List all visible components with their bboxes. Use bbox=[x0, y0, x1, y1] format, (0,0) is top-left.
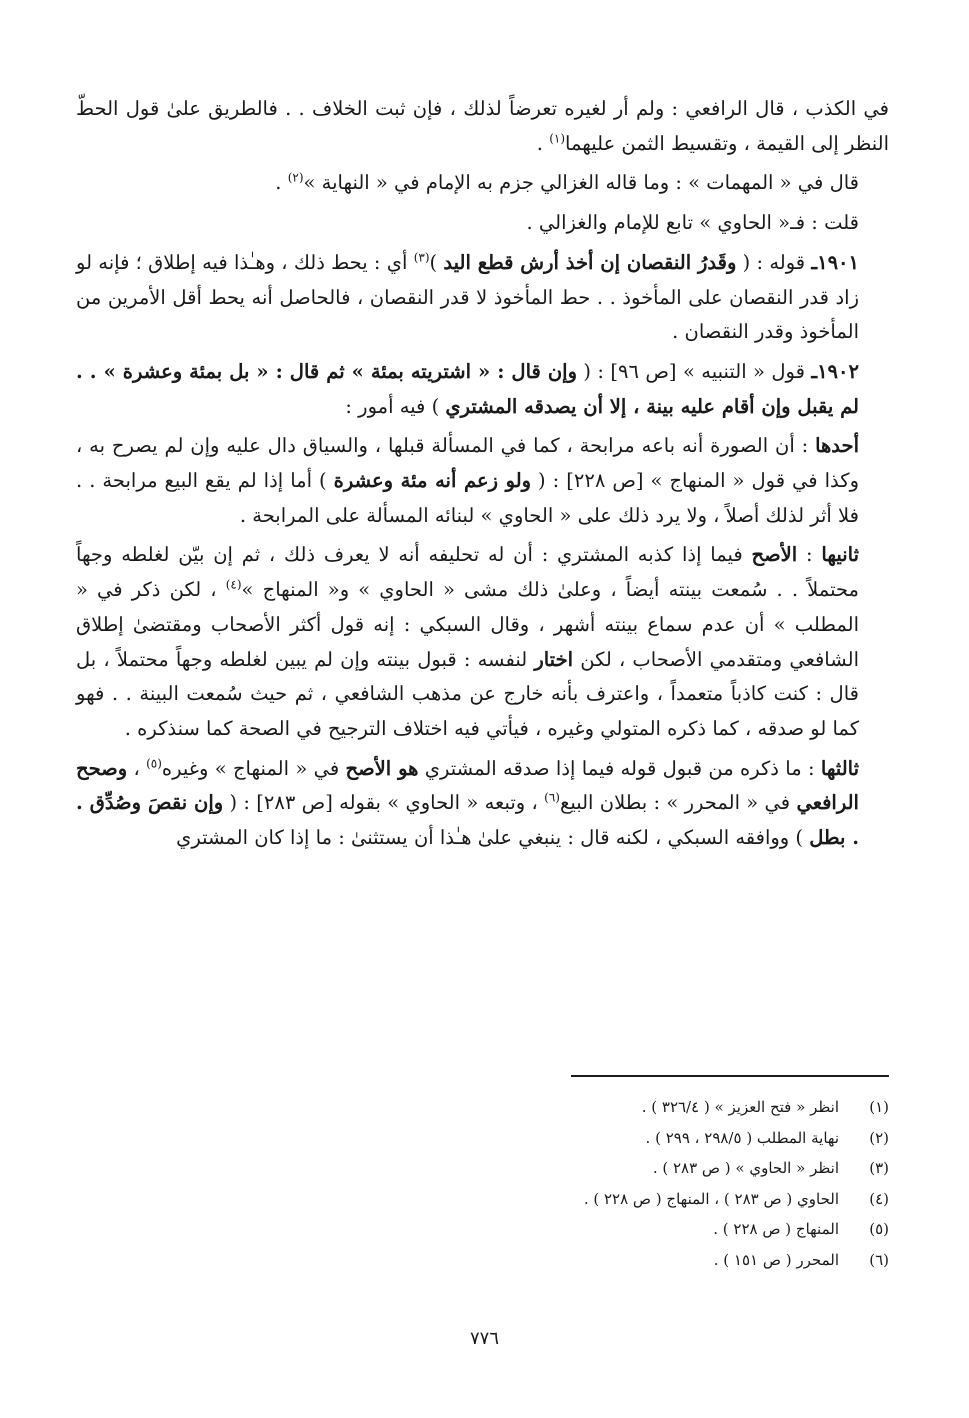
text-run: قوله : ( bbox=[736, 250, 812, 274]
footnote-item bbox=[289, 1153, 889, 1184]
footnote-number: (٢) bbox=[869, 1128, 889, 1147]
text-run: قلت : فـ« الحاوي » تابع للإمام والغزالي . bbox=[526, 211, 859, 235]
text-run: قول « التنبيه » [ص ٩٦] : ( bbox=[576, 359, 812, 383]
footnote-text: المنهاج ( ص ٢٢٨ ) . bbox=[713, 1220, 839, 1238]
bold-text: ١٩٠٢ـ bbox=[811, 359, 859, 383]
bold-text: وإن نقصَ وصُدِّق . . بطل bbox=[76, 791, 859, 850]
footnote-marker: (٤) bbox=[225, 577, 242, 592]
paragraph-p4 bbox=[76, 246, 889, 350]
footnote-item bbox=[289, 1184, 889, 1215]
bold-text: وصحح الرافعي bbox=[76, 756, 859, 815]
text-run: ) فيه أمور : bbox=[345, 394, 446, 418]
bold-text: اختار bbox=[534, 647, 574, 671]
bold-text: وقَدرُ النقصان إن أخذ أرش قطع اليد bbox=[443, 250, 737, 274]
footnote-item bbox=[289, 1214, 889, 1245]
text-run: ، وتبعه « الحاوي » بقوله [ص ٢٨٣] : ( bbox=[223, 791, 545, 815]
text-run: ، لكن ذكر في « المطلب » أن عدم سماع بينته أشهر ، وقال السبكي : إنه قول أكثر الأصحاب ومقتضىٰ إطلاق الشافعي ومتقدمي الأصحاب ، لكن bbox=[76, 578, 859, 671]
text-run: ) bbox=[429, 250, 444, 274]
bold-text: ثانيها bbox=[821, 543, 860, 567]
text-run: ) ووافقه السبكي ، لكنه قال : ينبغي علىٰ هـٰذا أن يستثنىٰ : ما إذا كان المشتري bbox=[176, 826, 810, 850]
text-run: . bbox=[275, 171, 288, 195]
footnote-item bbox=[289, 1092, 889, 1123]
footnote-text: انظر « فتح العزيز » ( ٣٢٦/٤ ) . bbox=[641, 1098, 839, 1116]
footnote-marker: (٥) bbox=[146, 756, 162, 771]
paragraph-p2 bbox=[76, 166, 889, 201]
text-run: . bbox=[536, 131, 550, 155]
bold-text: ولو زعم أنه مئة وعشرة bbox=[333, 469, 532, 493]
text-run: : ما ذكره من قبول قوله فيما إذا صدقه المشتري bbox=[418, 756, 821, 780]
paragraph-p6 bbox=[76, 429, 889, 533]
footnote-text: نهاية المطلب ( ٢٩٨/٥ ، ٢٩٩ ) . bbox=[645, 1128, 839, 1147]
bold-text: وإن قال : « اشتريته بمئة » ثم قال : « بل بمئة وعشرة » . . لم يقبل وإن أقام عليه بينة ، إلا أن يصدقه المشتري bbox=[76, 359, 859, 418]
bold-text: ١٩٠١ـ bbox=[811, 250, 860, 274]
footnote-text: المحرر ( ص ١٥١ ) . bbox=[713, 1250, 839, 1269]
paragraph-p1 bbox=[76, 92, 889, 161]
paragraph-p8 bbox=[76, 752, 889, 856]
text-run: : أن الصورة أنه باعه مرابحة ، كما في المسألة قبلها ، والسياق دال عليه وإن لم يصرح به ، وكذا في قول « المنهاج » [ص ٢٢٨] : ( bbox=[76, 434, 859, 493]
text-run: أي : يحط ذلك ، وهـٰذا فيه إطلاق ؛ فإنه لو زاد قدر النقصان على المأخوذ . . حط المأخوذ لا قدر النقصان ، فالحاصل أنه يحط أقل الأمرين من المأخوذ وقدر النقصان . bbox=[76, 250, 859, 344]
footnote-marker: (٢) bbox=[287, 170, 304, 185]
bold-text: هو الأصح bbox=[345, 756, 419, 780]
footnote-number: (٤) bbox=[869, 1189, 889, 1208]
text-run: في الكذب ، قال الرافعي : ولم أر لغيره تعرضاً لذلك ، فإن ثبت الخلاف . . فالطريق علىٰ قول الحطّ النظر إلى القيمة ، وتقسيط الثمن عليهما bbox=[76, 97, 889, 155]
paragraph-p3 bbox=[76, 206, 889, 241]
paragraph-p7 bbox=[76, 538, 889, 746]
text-run: في « المحرر » : بطلان البيع bbox=[559, 791, 797, 815]
footnote-text: الحاوي ( ص ٢٨٣ ) ، المنهاج ( ص ٢٢٨ ) . bbox=[583, 1189, 839, 1208]
text-run: فيما إذا كذبه المشتري : أن له تحليفه أنه لا يعرف ذلك ، ثم إن بيّن لغلطه وجهاً محتملاً . . سُمعت بينته أيضاً ، وعلىٰ ذلك مشى « الحاوي » و« المنهاج » bbox=[76, 543, 860, 602]
main-text bbox=[76, 92, 889, 861]
text-run: ، bbox=[127, 756, 147, 780]
text-run: في « المنهاج » وغيره bbox=[161, 756, 346, 780]
text-run: : bbox=[797, 543, 822, 567]
paragraph-p5 bbox=[76, 355, 889, 424]
bold-text: أحدها bbox=[815, 434, 859, 458]
footnote-marker: (٣) bbox=[413, 250, 430, 265]
footnote-marker: (٦) bbox=[544, 790, 560, 805]
text-run: لنفسه : قبول بينته وإن لم يبين لغلطه وجهاً محتملاً ، بل قال : كنت كاذباً متعمداً ، واعترف بأنه خارج عن مذهب الشافعي ، ثم حيث سُمعت البينة . . فهو كما لو صدقه ، كما ذكره المتولي وغيره ، فيأتي فيه اختلاف الترجيح في الصحة كما سنذكره . bbox=[76, 647, 859, 740]
footnote-number: (٥) bbox=[869, 1220, 889, 1238]
text-run: ) أما إذا لم يقع البيع مرابحة . . فلا أثر لذلك أصلاً ، ولا يرد ذلك على « الحاوي » لبنائه المسألة على المرابحة . bbox=[76, 469, 859, 527]
page-number: ٧٧٦ bbox=[469, 1328, 499, 1349]
footnote-number: (١) bbox=[869, 1098, 889, 1116]
footnote-text: انظر « الحاوي » ( ص ٢٨٣ ) . bbox=[652, 1159, 839, 1177]
text-run: قال في « المهمات » : وما قاله الغزالي جزم به الإمام في « النهاية » bbox=[303, 171, 859, 195]
footnotes bbox=[289, 1092, 889, 1275]
footnote-item bbox=[289, 1245, 889, 1276]
footnote-separator bbox=[571, 1075, 889, 1077]
bold-text: الأصح bbox=[751, 543, 798, 567]
footnote-number: (٦) bbox=[869, 1250, 889, 1269]
footnote-number: (٣) bbox=[869, 1159, 889, 1177]
bold-text: ثالثها bbox=[820, 756, 859, 780]
footnote-item bbox=[289, 1123, 889, 1154]
footnote-marker: (١) bbox=[549, 131, 566, 146]
